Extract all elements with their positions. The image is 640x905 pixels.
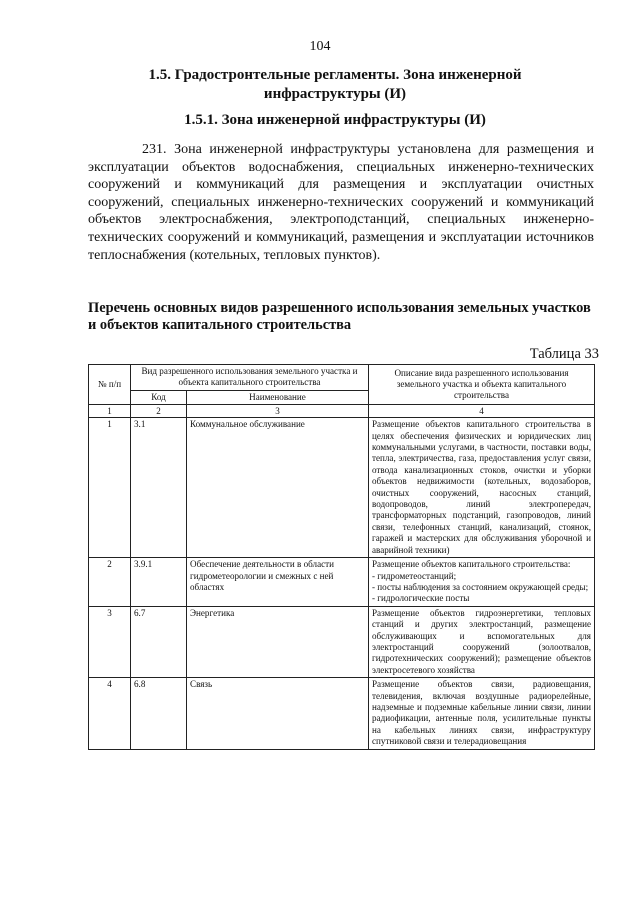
row-code: 3.1 — [131, 418, 187, 558]
table-row — [89, 558, 595, 607]
row-name: Коммунальное обслуживание — [187, 418, 369, 558]
row-num: 3 — [89, 606, 131, 677]
description-line: Размещение объектов капитального строительства в целях обеспечения физических и юридических лиц коммунальными услугами, в частности, поставки воды, тепла, электричества, газа, предоставления услуг связи, отвода канализационных стоков, очистки и уборки объектов недвижимости (котельных, водозаборов, очистных сооружений, насосных станций, водопроводов, линий электропередач, трансформаторных подстанций, газопроводов, линий связи, телефонных станций, канализаций, стоянок, гаражей и мастерских для обслуживания уборочной и аварийной техники) — [372, 419, 591, 555]
header-code: Код — [131, 390, 187, 404]
row-name: Энергетика — [187, 606, 369, 677]
description-line: - гидрологические посты — [372, 593, 470, 604]
column-number: 3 — [187, 405, 369, 418]
row-num: 4 — [89, 678, 131, 749]
row-description — [369, 606, 595, 677]
row-code: 6.7 — [131, 606, 187, 677]
table-label: Таблица 33 — [529, 346, 599, 362]
row-description — [369, 418, 595, 558]
row-num: 2 — [89, 558, 131, 607]
list-heading: Перечень основных видов разрешенного использования земельных участков и объектов капитального строительства — [88, 300, 591, 333]
row-description — [369, 558, 595, 607]
row-code: 6.8 — [131, 678, 187, 749]
table-row — [89, 418, 595, 558]
description-line: Размещение объектов капитального строительства: — [372, 559, 571, 570]
header-name: Наименование — [187, 390, 369, 404]
row-code: 3.9.1 — [131, 558, 187, 607]
description-line: - гидрометеостанций; — [372, 570, 457, 581]
description-line: - посты наблюдения за состоянием окружающей среды; — [372, 581, 589, 592]
row-num: 1 — [89, 418, 131, 558]
header-description: Описание вида разрешенного использования земельного участка и объекта капитального строительства — [369, 365, 595, 405]
header-num: № п/п — [89, 365, 131, 405]
paragraph-231: 231. Зона инженерной инфраструктуры установлена для размещения и эксплуатации объектов водоснабжения, специальных инженерно-технических сооружений и коммуникаций для размещения и эксплуатации очистных сооружений, специальных инженерно-технических сооружений и коммуникаций объектов электроснабжения, электроподстанций, специальных инженерно-технических сооружений и коммуникаций, размещения и эксплуатации источников теплоснабжения (котельных, тепловых пунктов). — [88, 142, 594, 263]
description-line: Размещение объектов гидроэнергетики, тепловых станций и других электростанций, размещение обслуживающих и вспомогательных для электростанций сооружений (золоотвалов, гидротехнических сооружений); размещение объектов электросетевого хозяйства — [372, 607, 591, 675]
row-name: Связь — [187, 678, 369, 749]
header-group: Вид разрешенного использования земельного участка и объекта капитального строительства — [131, 365, 369, 391]
column-number: 2 — [131, 405, 187, 418]
table-row — [89, 606, 595, 677]
regulations-table — [88, 364, 595, 750]
subsection-title: 1.5.1. Зона инженерной инфраструктуры (И) — [184, 112, 486, 128]
row-description — [369, 678, 595, 749]
description-line: Размещение объектов связи, радиовещания, телевидения, включая воздушные радиорелейные, надземные и подземные кабельные линии связи, линии радиофикации, антенные поля, усилительные пункты на кабельных линиях связи, инфраструктуру спутниковой связи и телерадиовещания — [372, 679, 591, 747]
column-number: 1 — [89, 405, 131, 418]
table-row — [89, 678, 595, 749]
row-name: Обеспечение деятельности в области гидрометеорологии и смежных с ней областях — [187, 558, 369, 607]
page-number: 104 — [309, 39, 331, 54]
section-title: 1.5. Градостронтельные регламенты. Зона инженерной инфраструктуры (И) — [148, 67, 522, 102]
column-number: 4 — [369, 405, 595, 418]
